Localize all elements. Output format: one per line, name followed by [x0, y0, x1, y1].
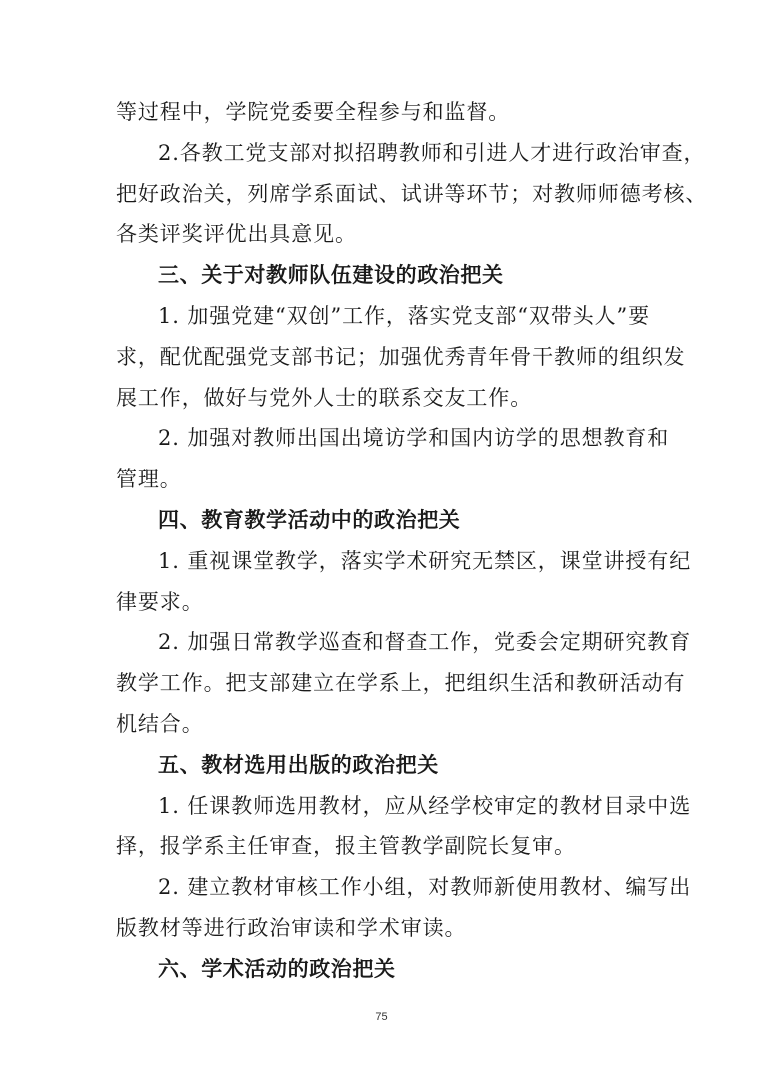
text-line: 管理。 — [116, 467, 182, 492]
section-heading: 四、教育教学活动中的政治把关 — [158, 507, 461, 532]
text-line: 求，配优配强党支部书记；加强优秀青年骨干教师的组织发 — [116, 344, 686, 369]
text-line: 择，报学系主任审查，报主管教学副院长复审。 — [116, 834, 576, 859]
document-body — [116, 92, 708, 990]
section-heading: 三、关于对教师队伍建设的政治把关 — [158, 263, 504, 288]
text-line: 等过程中，学院党委要全程参与和监督。 — [116, 100, 511, 124]
text-line: 把好政治关，列席学系面试、试讲等环节；对教师师德考核、 — [116, 181, 708, 206]
text-line: 教学工作。把支部建立在学系上，把组织生活和教研活动有 — [116, 671, 686, 696]
text-line: 1. 重视课堂教学，落实学术研究无禁区，课堂讲授有纪 — [158, 548, 692, 573]
section-heading: 五、教材选用出版的政治把关 — [158, 752, 439, 777]
page-number: 75 — [375, 1011, 388, 1023]
text-line: 1. 加强党建“双创”工作，落实党支部“双带头人”要 — [158, 303, 651, 328]
text-line: 2.各教工党支部对拟招聘教师和引进人才进行政治审查， — [158, 140, 706, 165]
text-line: 版教材等进行政治审读和学术审读。 — [116, 915, 467, 940]
text-line: 2. 加强日常教学巡查和督查工作，党委会定期研究教育 — [158, 630, 692, 655]
section-heading: 六、学术活动的政治把关 — [158, 956, 396, 981]
text-line: 2. 加强对教师出国出境访学和国内访学的思想教育和 — [158, 426, 670, 451]
text-line: 1. 任课教师选用教材，应从经学校审定的教材目录中选 — [158, 793, 692, 818]
text-line: 各类评奖评优出具意见。 — [116, 222, 357, 247]
text-line: 机结合。 — [116, 711, 204, 736]
text-line: 2. 建立教材审核工作小组，对教师新使用教材、编写出 — [158, 875, 692, 900]
text-line: 律要求。 — [116, 589, 204, 614]
text-line: 展工作，做好与党外人士的联系交友工作。 — [116, 385, 533, 410]
